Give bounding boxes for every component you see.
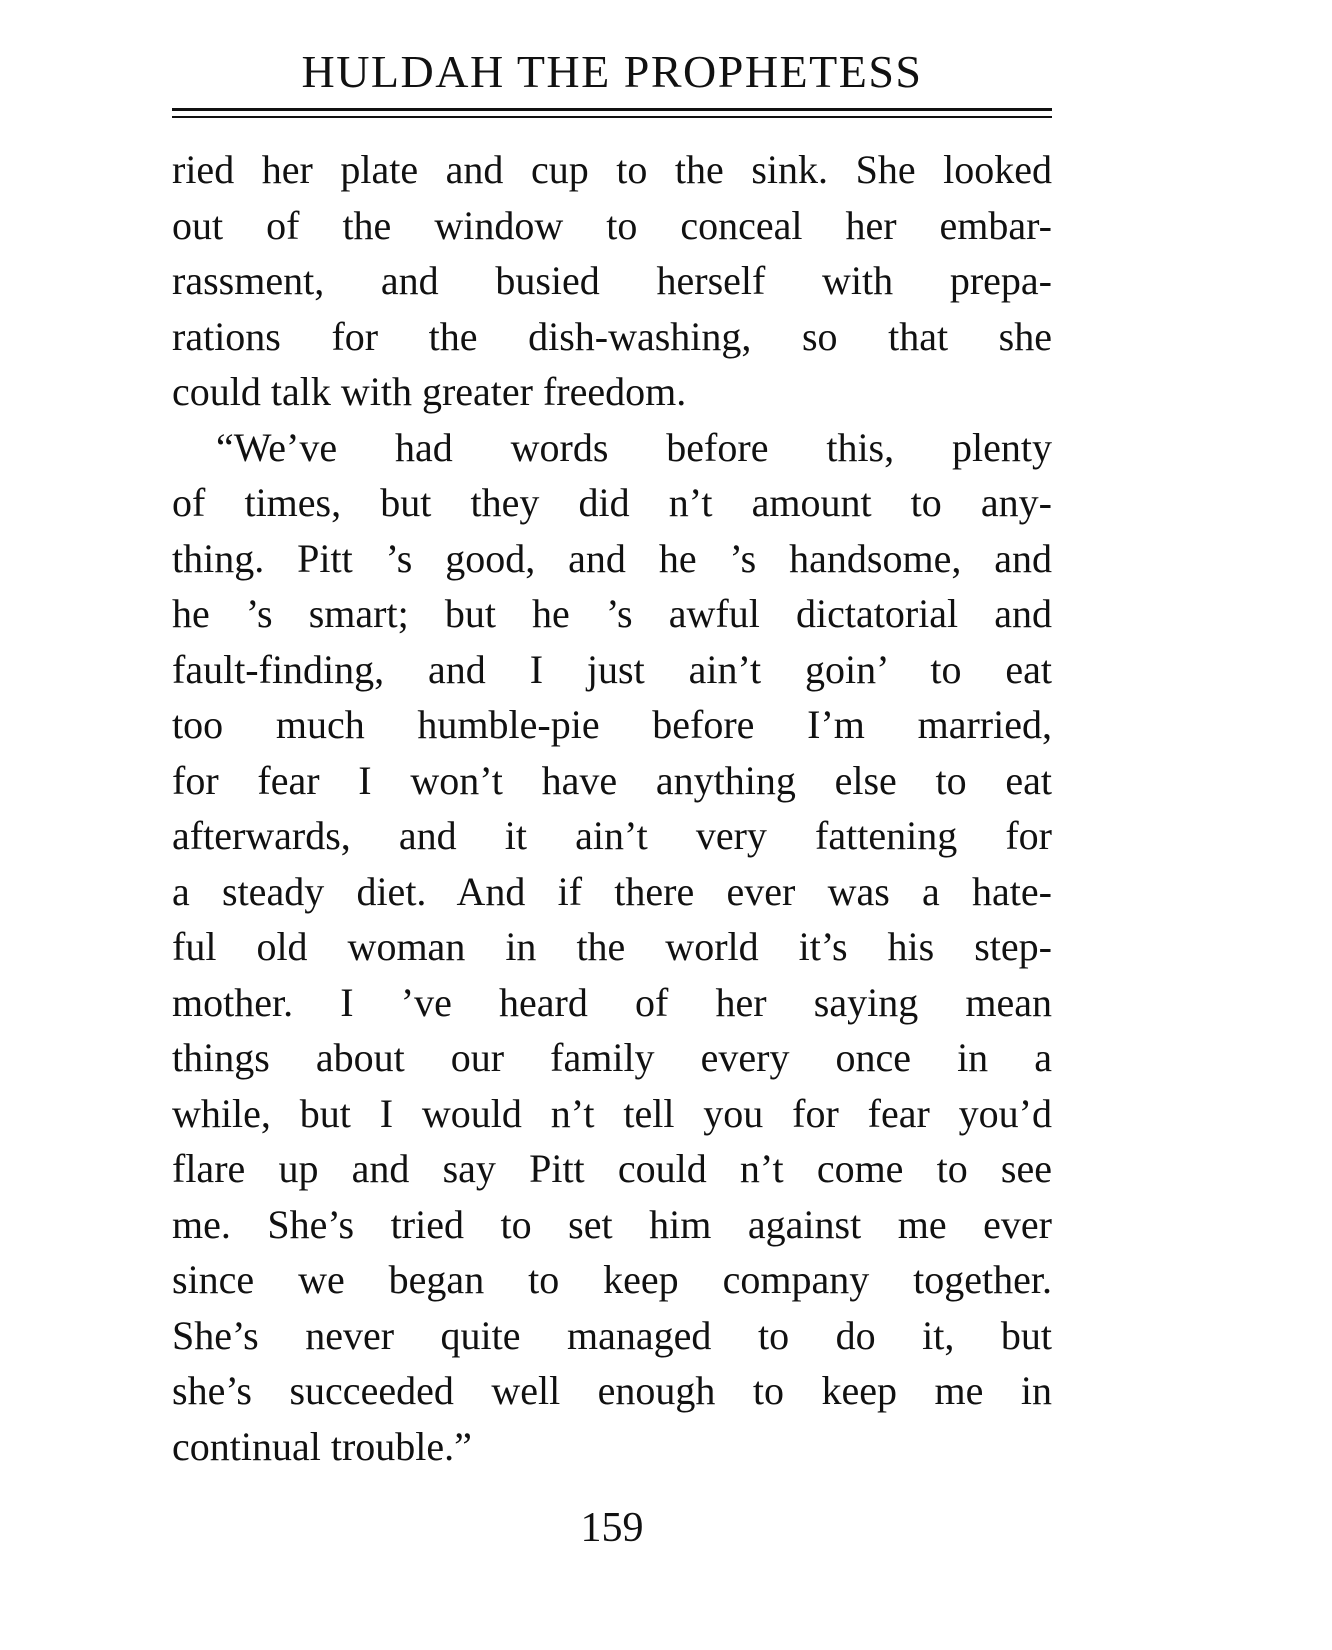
text-line: since we began to keep company together. [172,1257,1052,1302]
text-line: of times, but they did n’t amount to any- [172,480,1052,525]
text-line: fault-finding, and I just ain’t goin’ to eat [172,646,1052,692]
text-line: mother. I ’ve heard of her saying mean [172,979,1052,1025]
text-line: she’s succeeded well enough to keep me in [172,1368,1052,1413]
header-rule-thick [172,108,1052,111]
text-line: out of the window to conceal her embar- [172,202,1052,248]
text-line: could talk with greater freedom. [172,369,687,414]
text-line: rassment, and busied herself with prepa- [172,258,1052,303]
running-head: HULDAH THE PROPHETESS [301,46,923,97]
text-line: thing. Pitt ’s good, and he ’s handsome, and [172,535,1052,581]
text-line: ried her plate and cup to the sink. She looked [172,147,1052,192]
text-line: while, but I would n’t tell you for fear you’d [172,1090,1052,1136]
text-line: he ’s smart; but he ’s awful dictatorial and [172,591,1052,636]
text-line: me. She’s tried to set him against me ever [172,1201,1052,1247]
text-line: “We’ve had words before this, plenty [216,424,1052,470]
text-line: continual trouble.” [172,1423,472,1469]
body-text [172,142,1052,1474]
text-line: rations for the dish-washing, so that she [172,313,1052,359]
text-line: things about our family every once in a [172,1035,1052,1080]
header-rule-thin [172,116,1052,118]
text-line: flare up and say Pitt could n’t come to see [172,1146,1052,1191]
book-page [172,0,1052,1650]
text-line: a steady diet. And if there ever was a hate- [172,868,1052,914]
text-line: ful old woman in the world it’s his step- [172,924,1052,969]
page-number: 159 [580,1505,644,1551]
text-line: She’s never quite managed to do it, but [172,1312,1052,1358]
text-line: afterwards, and it ain’t very fattening for [172,813,1052,858]
text-line: for fear I won’t have anything else to eat [172,757,1052,803]
text-line: too much humble-pie before I’m married, [172,702,1052,747]
